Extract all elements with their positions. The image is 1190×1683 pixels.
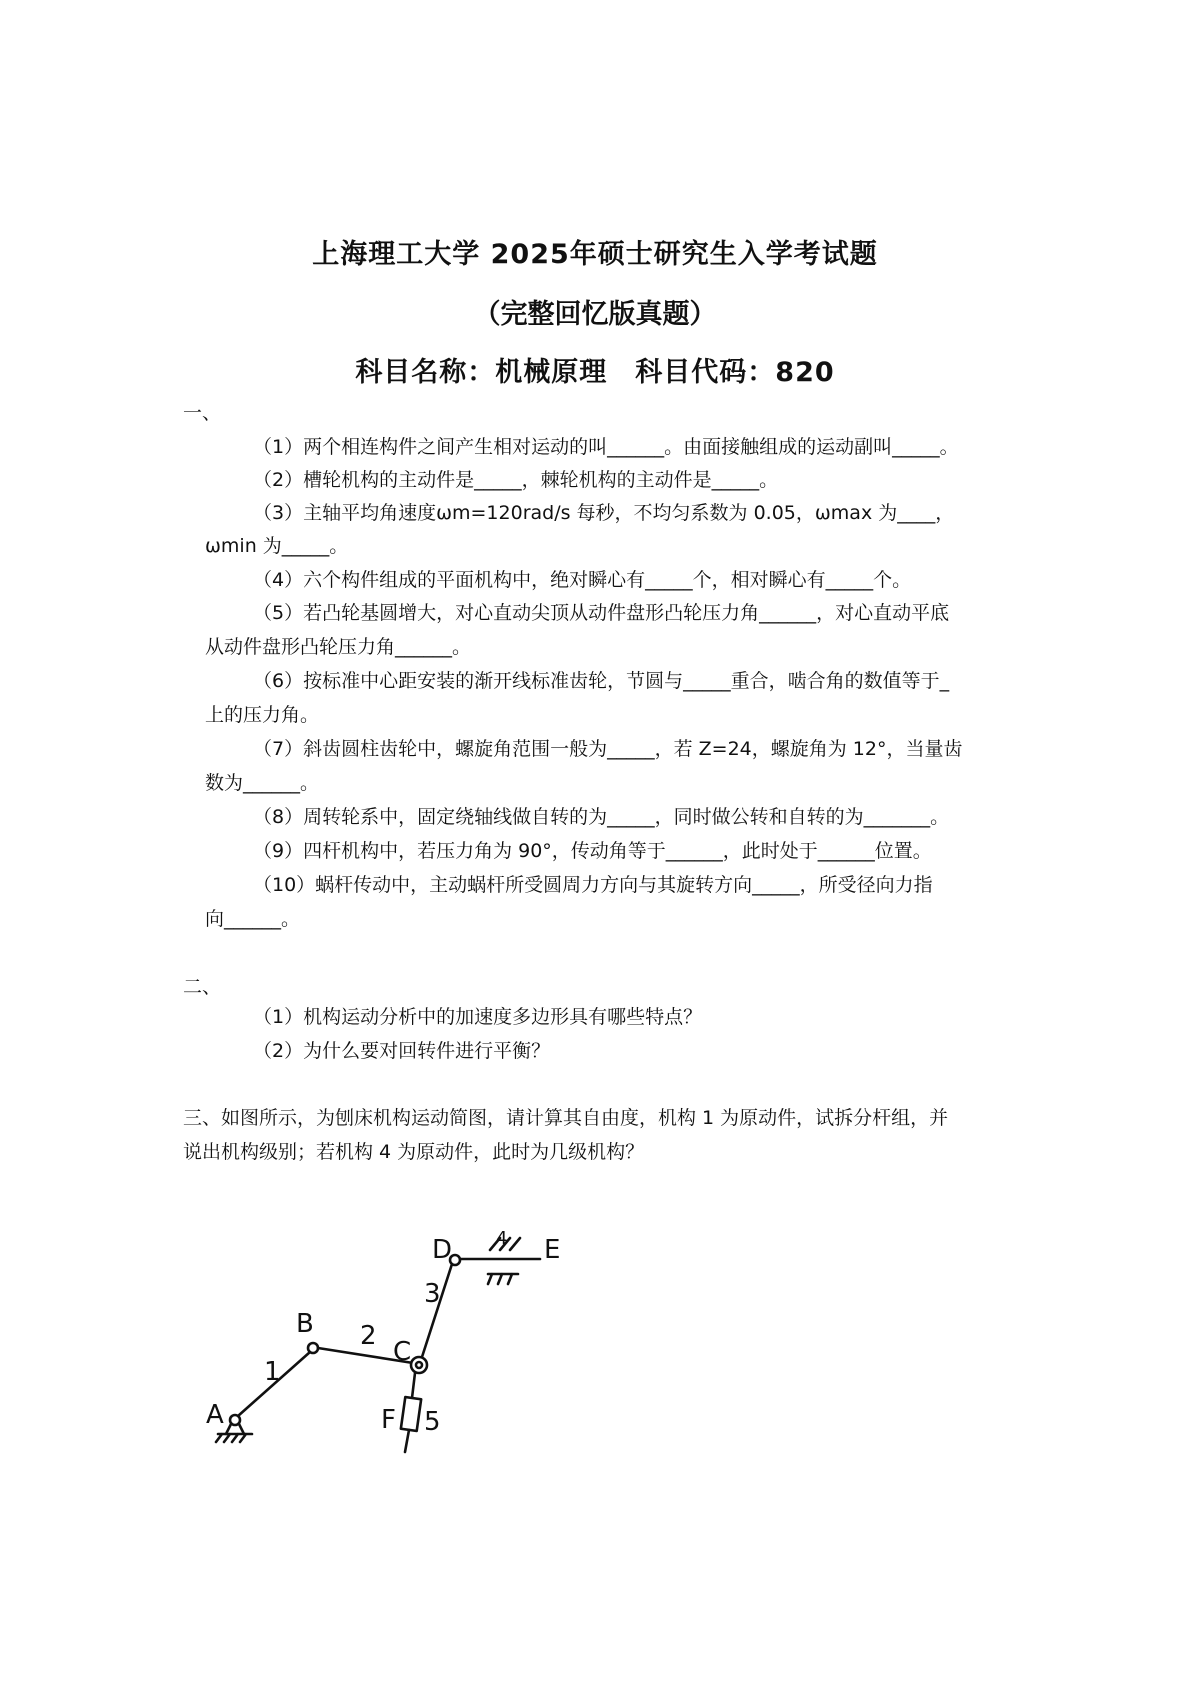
question-line: （1）机构运动分析中的加速度多边形具有哪些特点？ <box>253 1006 703 1028</box>
joint-b <box>308 1343 318 1353</box>
question-line: （8）周转轮系中，固定绕轴线做自转的为_____，同时做公转和自转的为_______。 <box>253 806 950 828</box>
exam-title: 上海理工大学 2025年硕士研究生入学考试题 <box>312 239 878 270</box>
question-line: （9）四杆机构中，若压力角为 90°，传动角等于______，此时处于______位置。 <box>253 840 932 862</box>
question-line: （2）为什么要对回转件进行平衡？ <box>253 1040 551 1062</box>
ground-a <box>216 1434 252 1442</box>
guide-hatch-bottom <box>488 1274 518 1284</box>
label-3: 3 <box>424 1279 441 1309</box>
question-line: 上的压力角。 <box>205 704 320 726</box>
question-line: 三、如图所示，为刨床机构运动简图，请计算其自由度，机构 1 为原动件，试拆分杆组，并 <box>183 1107 949 1129</box>
label-d: D <box>432 1235 453 1265</box>
label-f: F <box>381 1405 396 1435</box>
label-2: 2 <box>360 1321 377 1351</box>
question-line: （1）两个相连构件之间产生相对运动的叫______。由面接触组成的运动副叫_____。 <box>253 436 959 458</box>
slider-rod-lower <box>405 1430 409 1452</box>
question-line: （10）蜗杆传动中，主动蜗杆所受圆周力方向与其旋转方向_____，所受径向力指 <box>253 874 933 896</box>
question-line: 从动件盘形凸轮压力角______。 <box>205 636 472 658</box>
question-line: （3）主轴平均角速度ωm=120rad/s 每秒，不均匀系数为 0.05，ωmax 为____， <box>253 502 955 524</box>
label-e: E <box>544 1235 561 1265</box>
question-line: （6）按标准中心距安装的渐开线标准齿轮，节圆与_____重合，啮合角的数值等于_ <box>253 670 950 692</box>
question-line: （4）六个构件组成的平面机构中，绝对瞬心有_____个，相对瞬心有_____个。 <box>253 569 912 591</box>
label-1: 1 <box>264 1357 281 1387</box>
label-c: C <box>393 1337 412 1367</box>
label-4: 4 <box>496 1228 508 1249</box>
section-1-label: 一、 <box>183 402 222 424</box>
question-line: ωmin 为_____。 <box>205 535 349 557</box>
question-line: （7）斜齿圆柱齿轮中，螺旋角范围一般为_____，若 Z=24，螺旋角为 12°，当量齿 <box>253 738 963 760</box>
question-line: 向______。 <box>205 908 301 930</box>
subject-line: 科目名称：机械原理 科目代码：820 <box>355 357 835 388</box>
link-3 <box>422 1264 452 1357</box>
question-line: 说出机构级别；若机构 4 为原动件，此时为几级机构？ <box>183 1141 645 1163</box>
section-2-label: 二、 <box>183 976 222 998</box>
label-a: A <box>206 1400 224 1430</box>
label-b: B <box>296 1309 314 1339</box>
joint-c <box>411 1357 427 1373</box>
slider-5 <box>401 1397 421 1431</box>
planer-mechanism-diagram <box>200 1220 600 1480</box>
slider-rod <box>412 1373 415 1398</box>
question-line: 数为______。 <box>205 772 320 794</box>
question-line: （5）若凸轮基圆增大，对心直动尖顶从动件盘形凸轮压力角______，对心直动平底 <box>253 602 950 624</box>
label-5: 5 <box>424 1407 441 1437</box>
exam-subtitle: （完整回忆版真题） <box>473 299 717 330</box>
question-line: （2）槽轮机构的主动件是_____，棘轮机构的主动件是_____。 <box>253 469 779 491</box>
